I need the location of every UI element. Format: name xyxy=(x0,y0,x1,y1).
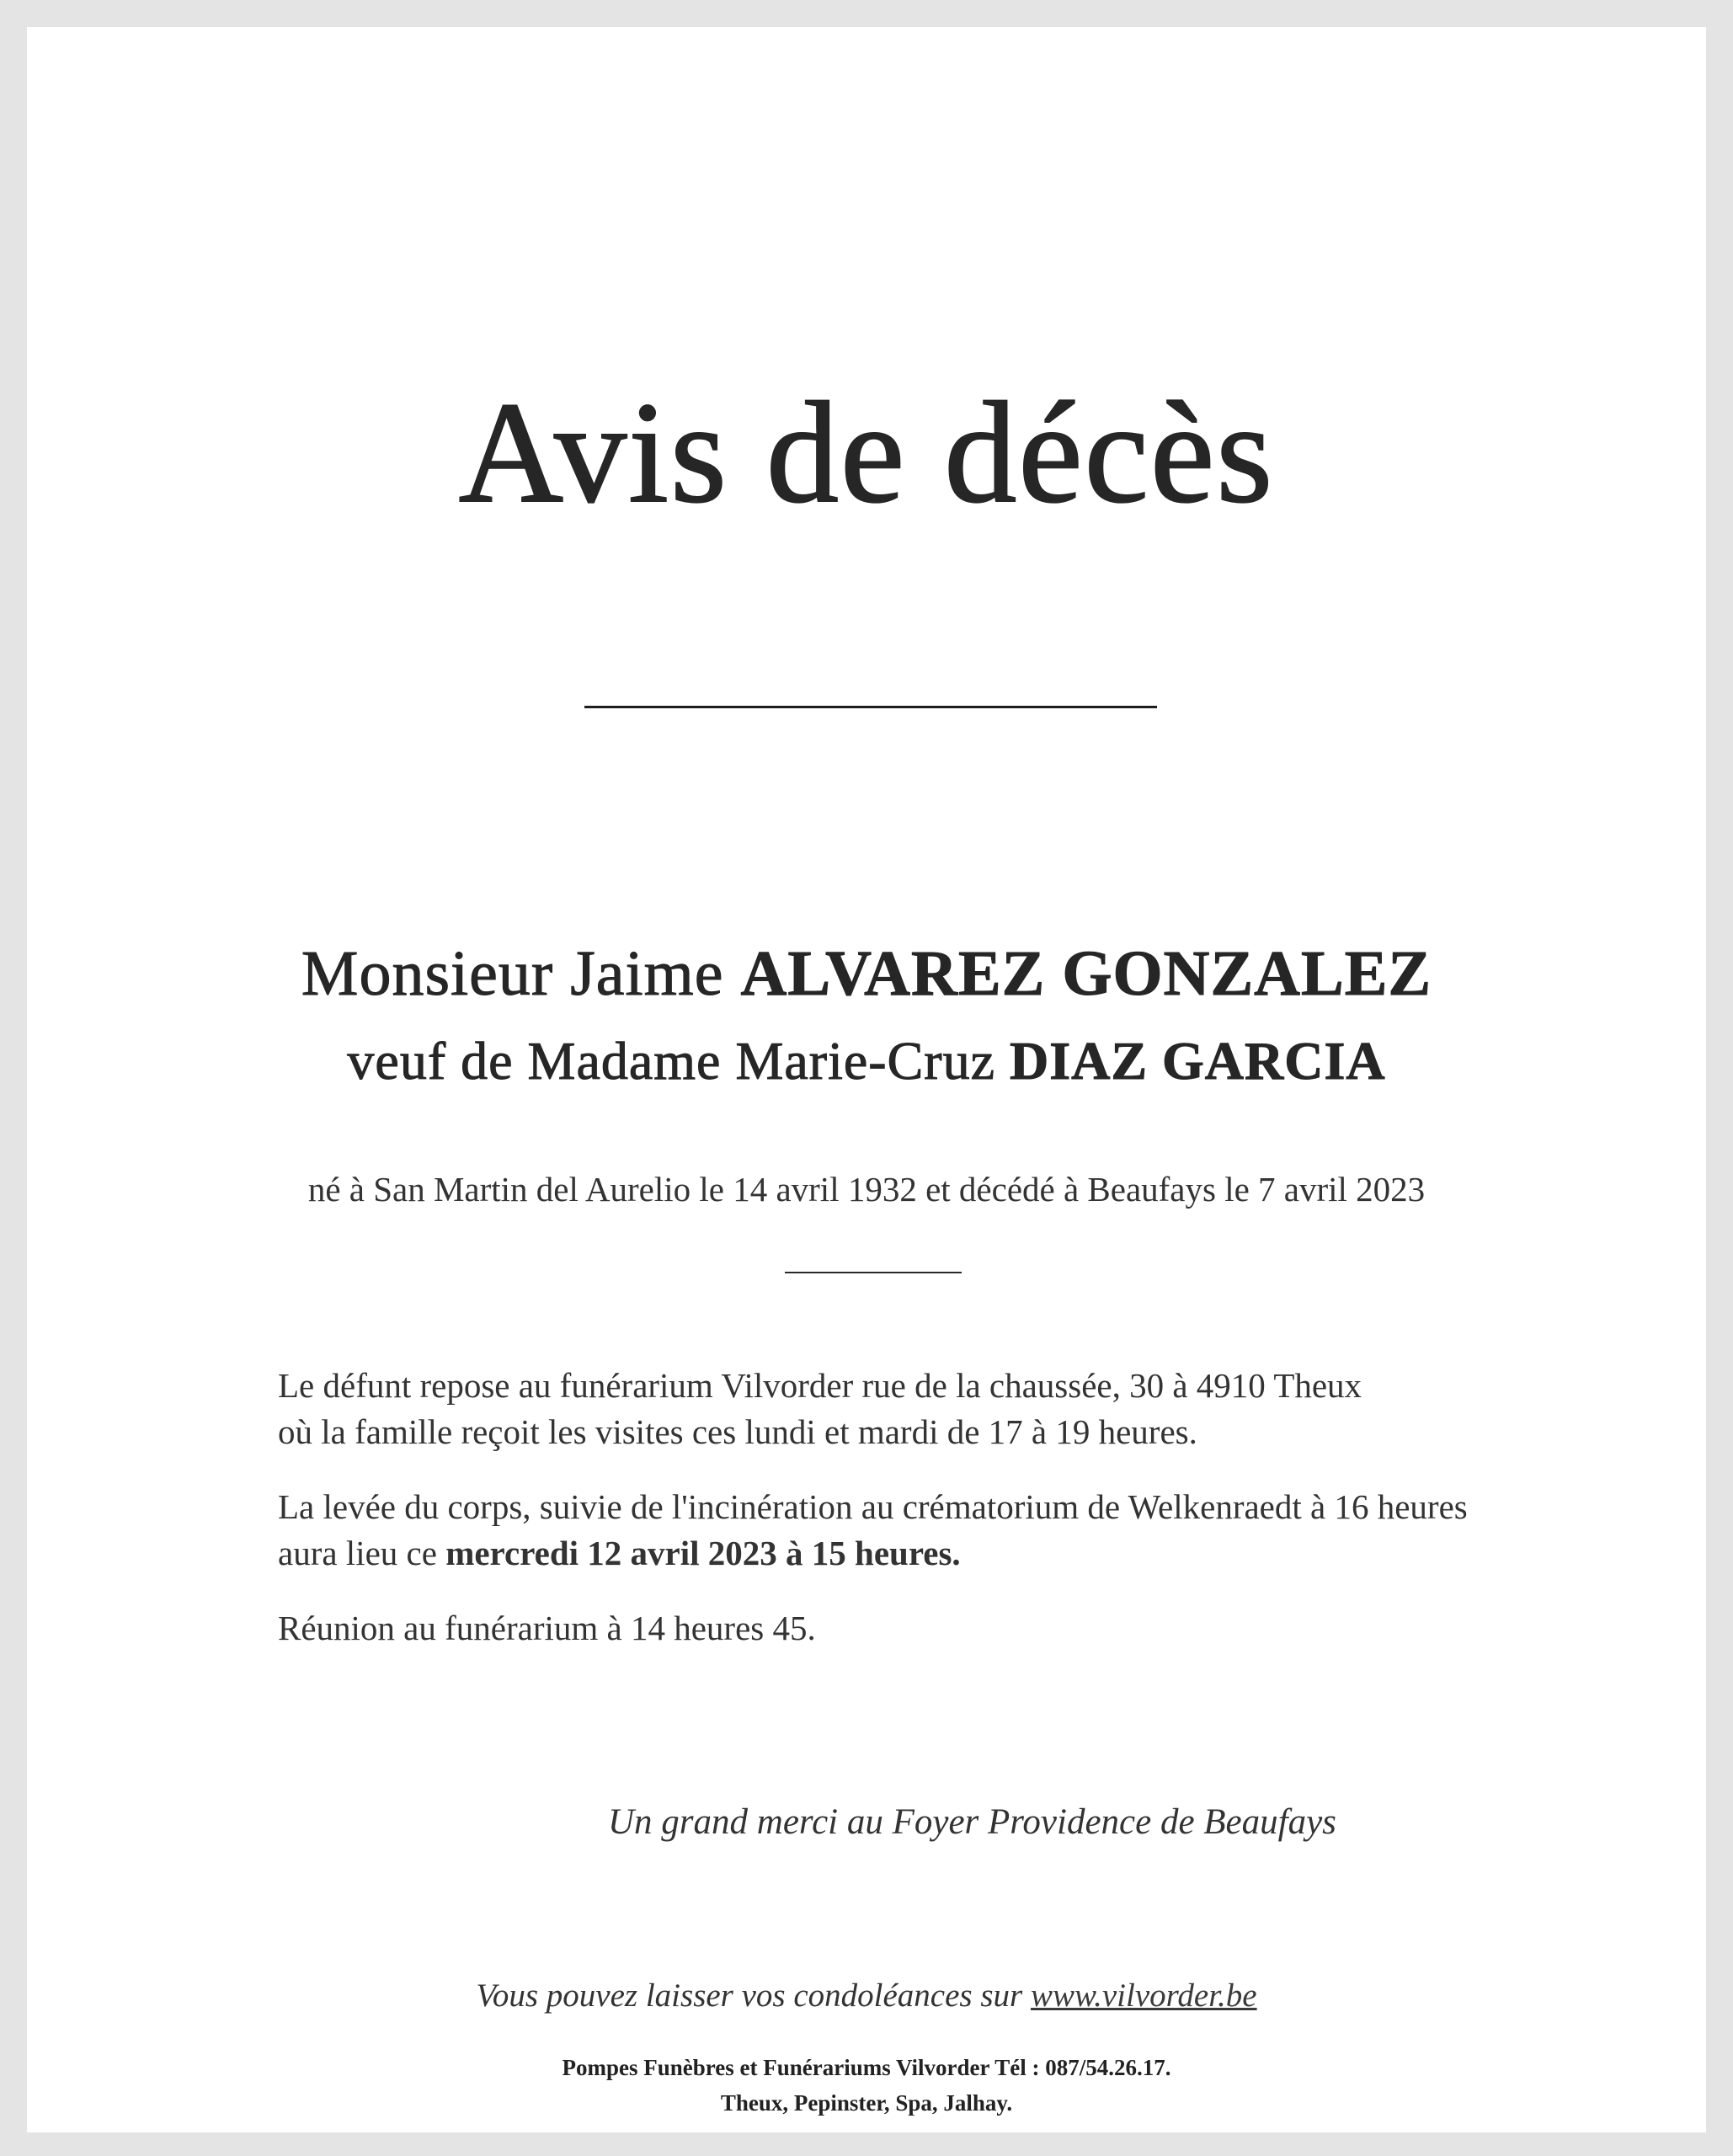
spouse-line xyxy=(27,1031,1706,1091)
rest-paragraph xyxy=(278,1363,1507,1455)
birth-death-line: né à San Martin del Aurelio le 14 avril 1932 et décédé à Beaufays le 7 avril 2023 xyxy=(307,1170,1426,1209)
deceased-name xyxy=(27,938,1706,1009)
title-divider xyxy=(584,706,1157,708)
meeting-paragraph xyxy=(278,1605,1507,1652)
deceased-surname: ALVAREZ GONZALEZ xyxy=(740,938,1432,1009)
deceased-given-name: Monsieur Jaime xyxy=(301,938,741,1009)
ceremony-line-2-prefix: aura lieu ce xyxy=(278,1534,446,1572)
spouse-surname: DIAZ GARCIA xyxy=(1009,1031,1386,1091)
rest-line-1: Le défunt repose au funérarium Vilvorder rue de la chaussée, 30 à 4910 Theux xyxy=(278,1366,1362,1405)
ceremony-paragraph xyxy=(278,1484,1507,1577)
ceremony-line-1: La levée du corps, suivie de l'incinération au crématorium de Welkenraedt à 16 heures xyxy=(278,1487,1468,1526)
spouse-given-name: veuf de Madame Marie-Cruz xyxy=(347,1031,1010,1091)
footer-company: Pompes Funèbres et Funérariums Vilvorder Tél : 087/54.26.17. xyxy=(562,2055,1171,2080)
rest-line-2: où la famille reçoit les visites ces lundi et mardi de 17 à 19 heures. xyxy=(278,1412,1197,1451)
meeting-line: Réunion au funérarium à 14 heures 45. xyxy=(278,1609,816,1647)
ceremony-date-time: mercredi 12 avril 2023 à 15 heures. xyxy=(445,1534,961,1572)
condolences-line xyxy=(27,1979,1706,2012)
ceremony-line-2 xyxy=(278,1530,1507,1577)
condolences-link[interactable]: www.vilvorder.be xyxy=(1030,1977,1257,2014)
notice-title: Avis de décès xyxy=(458,373,1275,533)
condolences-text: Vous pouvez laisser vos condoléances sur xyxy=(476,1977,1031,2014)
footer-locations: Theux, Pepinster, Spa, Jalhay. xyxy=(720,2090,1013,2116)
notice-page xyxy=(27,27,1706,2132)
thanks-line: Un grand merci au Foyer Providence de Beaufays xyxy=(608,1802,1336,1842)
section-divider xyxy=(785,1272,962,1273)
